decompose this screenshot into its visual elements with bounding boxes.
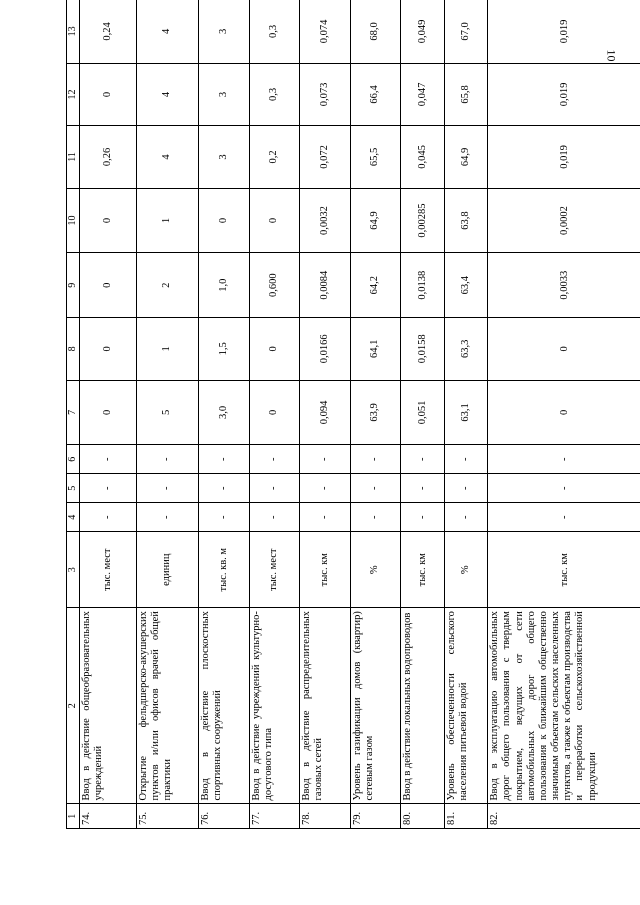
header-cell: 11 (67, 126, 80, 188)
row-number: 78. (300, 804, 350, 829)
rotated-table-container (66, 0, 640, 829)
table-row (300, 0, 350, 829)
value-cell: 63,8 (445, 188, 488, 253)
row-number: 82. (488, 804, 640, 829)
value-cell: 4 (136, 126, 198, 188)
value-cell: 0,26 (80, 126, 137, 188)
value-cell: 1 (136, 188, 198, 253)
value-cell: 3 (199, 63, 249, 125)
value-cell: - (199, 474, 249, 503)
indicator-name: Ввод в действие плоскостных спортивных сооружений (199, 608, 249, 804)
value-cell: - (80, 503, 137, 532)
value-cell: 63,4 (445, 253, 488, 318)
value-cell: 64,1 (350, 318, 400, 380)
indicator-name: Ввод в действие распределительных газовых сетей (300, 608, 350, 804)
row-number: 80. (401, 804, 445, 829)
unit-cell: тыс. мест (249, 532, 299, 608)
value-cell: 0 (80, 380, 137, 445)
indicators-table (66, 0, 640, 829)
value-cell: 0,0138 (401, 253, 445, 318)
value-cell: 64,2 (350, 253, 400, 318)
table-row (80, 0, 137, 829)
value-cell: 0,051 (401, 380, 445, 445)
row-number: 74. (80, 804, 137, 829)
value-cell: - (136, 503, 198, 532)
header-cell: 1 (67, 804, 80, 829)
value-cell: 0,019 (488, 0, 640, 63)
table-row (488, 0, 640, 829)
unit-cell: % (350, 532, 400, 608)
header-cell: 3 (67, 532, 80, 608)
value-cell: 64,9 (445, 126, 488, 188)
value-cell: 68,0 (350, 0, 400, 63)
value-cell: 2 (136, 253, 198, 318)
value-cell: - (300, 474, 350, 503)
header-cell: 4 (67, 503, 80, 532)
value-cell: - (350, 503, 400, 532)
unit-cell: тыс. км (488, 532, 640, 608)
value-cell: - (80, 445, 137, 474)
value-cell: - (350, 445, 400, 474)
page-number: 10 (604, 49, 619, 62)
value-cell: - (488, 445, 640, 474)
header-cell: 8 (67, 318, 80, 380)
value-cell: 63,1 (445, 380, 488, 445)
value-cell: - (488, 474, 640, 503)
table-row (350, 0, 400, 829)
value-cell: 0,019 (488, 63, 640, 125)
header-cell: 5 (67, 474, 80, 503)
unit-cell: тыс. мест (80, 532, 137, 608)
row-number: 76. (199, 804, 249, 829)
header-cell: 13 (67, 0, 80, 63)
value-cell: 0 (80, 188, 137, 253)
value-cell: 0 (80, 318, 137, 380)
value-cell: 3 (199, 0, 249, 63)
unit-cell: единиц (136, 532, 198, 608)
value-cell: 0,00285 (401, 188, 445, 253)
row-number: 75. (136, 804, 198, 829)
value-cell: - (249, 503, 299, 532)
table-row (249, 0, 299, 829)
value-cell: 5 (136, 380, 198, 445)
value-cell: - (136, 445, 198, 474)
value-cell: - (80, 474, 137, 503)
value-cell: 0 (249, 318, 299, 380)
value-cell: 0,0084 (300, 253, 350, 318)
row-number: 79. (350, 804, 400, 829)
value-cell: - (401, 503, 445, 532)
row-number: 77. (249, 804, 299, 829)
value-cell: 3,0 (199, 380, 249, 445)
value-cell: 0,0002 (488, 188, 640, 253)
value-cell: 0 (199, 188, 249, 253)
indicator-name: Уровень обеспеченности сельского населения питьевой водой (445, 608, 488, 804)
value-cell: 0,074 (300, 0, 350, 63)
value-cell: 0,019 (488, 126, 640, 188)
indicator-name: Ввод в действие учреждений культурно-досугового типа (249, 608, 299, 804)
table-row (199, 0, 249, 829)
value-cell: 67,0 (445, 0, 488, 63)
indicator-name: Ввод в действие общеобразовательных учреждений (80, 608, 137, 804)
value-cell: - (249, 445, 299, 474)
value-cell: 0 (488, 380, 640, 445)
value-cell: - (488, 503, 640, 532)
value-cell: - (350, 474, 400, 503)
value-cell: 0,3 (249, 0, 299, 63)
table-row (401, 0, 445, 829)
indicator-name: Ввод в действие локальных водопроводов (401, 608, 445, 804)
value-cell: 0 (80, 253, 137, 318)
value-cell: 0 (80, 63, 137, 125)
value-cell: - (199, 445, 249, 474)
value-cell: - (300, 503, 350, 532)
unit-cell: % (445, 532, 488, 608)
header-cell: 2 (67, 608, 80, 804)
value-cell: 63,9 (350, 380, 400, 445)
table-row (445, 0, 488, 829)
value-cell: - (445, 445, 488, 474)
value-cell: 0,047 (401, 63, 445, 125)
value-cell: 0,24 (80, 0, 137, 63)
value-cell: 4 (136, 0, 198, 63)
value-cell: 0,3 (249, 63, 299, 125)
value-cell: 0,2 (249, 126, 299, 188)
value-cell: - (300, 445, 350, 474)
value-cell: 0,0033 (488, 253, 640, 318)
value-cell: - (249, 474, 299, 503)
value-cell: 0,049 (401, 0, 445, 63)
value-cell: - (401, 474, 445, 503)
value-cell: - (199, 503, 249, 532)
value-cell: 0 (249, 188, 299, 253)
value-cell: 0,072 (300, 126, 350, 188)
unit-cell: тыс. кв. м (199, 532, 249, 608)
value-cell: 0,094 (300, 380, 350, 445)
value-cell: 1,0 (199, 253, 249, 318)
indicator-name: Открытие фельдшерско-акушерских пунктов и/или офисов врачей общей практики (136, 608, 198, 804)
value-cell: 0,0166 (300, 318, 350, 380)
header-row (67, 0, 80, 829)
table-row (136, 0, 198, 829)
value-cell: 0,0158 (401, 318, 445, 380)
indicator-name: Ввод в эксплуатацию автомобильных дорог общего пользования с твердым покрытием, ведущих от сети автомобильных дорог общего пользования к ближайшим общественно значимым объектам сельских населенных пунктов, а также к объектам производства и переработки сельскохозяйственной продукции (488, 608, 640, 804)
unit-cell: тыс. км (401, 532, 445, 608)
header-cell: 6 (67, 445, 80, 474)
row-number: 81. (445, 804, 488, 829)
value-cell: 0 (249, 380, 299, 445)
value-cell: 64,9 (350, 188, 400, 253)
value-cell: 66,4 (350, 63, 400, 125)
unit-cell: тыс. км (300, 532, 350, 608)
indicator-name: Уровень газификации домов (квартир) сетевым газом (350, 608, 400, 804)
value-cell: 0,600 (249, 253, 299, 318)
value-cell: - (401, 445, 445, 474)
value-cell: 65,5 (350, 126, 400, 188)
value-cell: 0,073 (300, 63, 350, 125)
value-cell: 0,0032 (300, 188, 350, 253)
value-cell: - (445, 474, 488, 503)
value-cell: 4 (136, 63, 198, 125)
value-cell: 3 (199, 126, 249, 188)
header-cell: 10 (67, 188, 80, 253)
value-cell: - (445, 503, 488, 532)
value-cell: 1 (136, 318, 198, 380)
value-cell: 0 (488, 318, 640, 380)
value-cell: 63,3 (445, 318, 488, 380)
value-cell: 65,8 (445, 63, 488, 125)
header-cell: 7 (67, 380, 80, 445)
header-cell: 9 (67, 253, 80, 318)
value-cell: 1,5 (199, 318, 249, 380)
value-cell: - (136, 474, 198, 503)
header-cell: 12 (67, 63, 80, 125)
value-cell: 0,045 (401, 126, 445, 188)
